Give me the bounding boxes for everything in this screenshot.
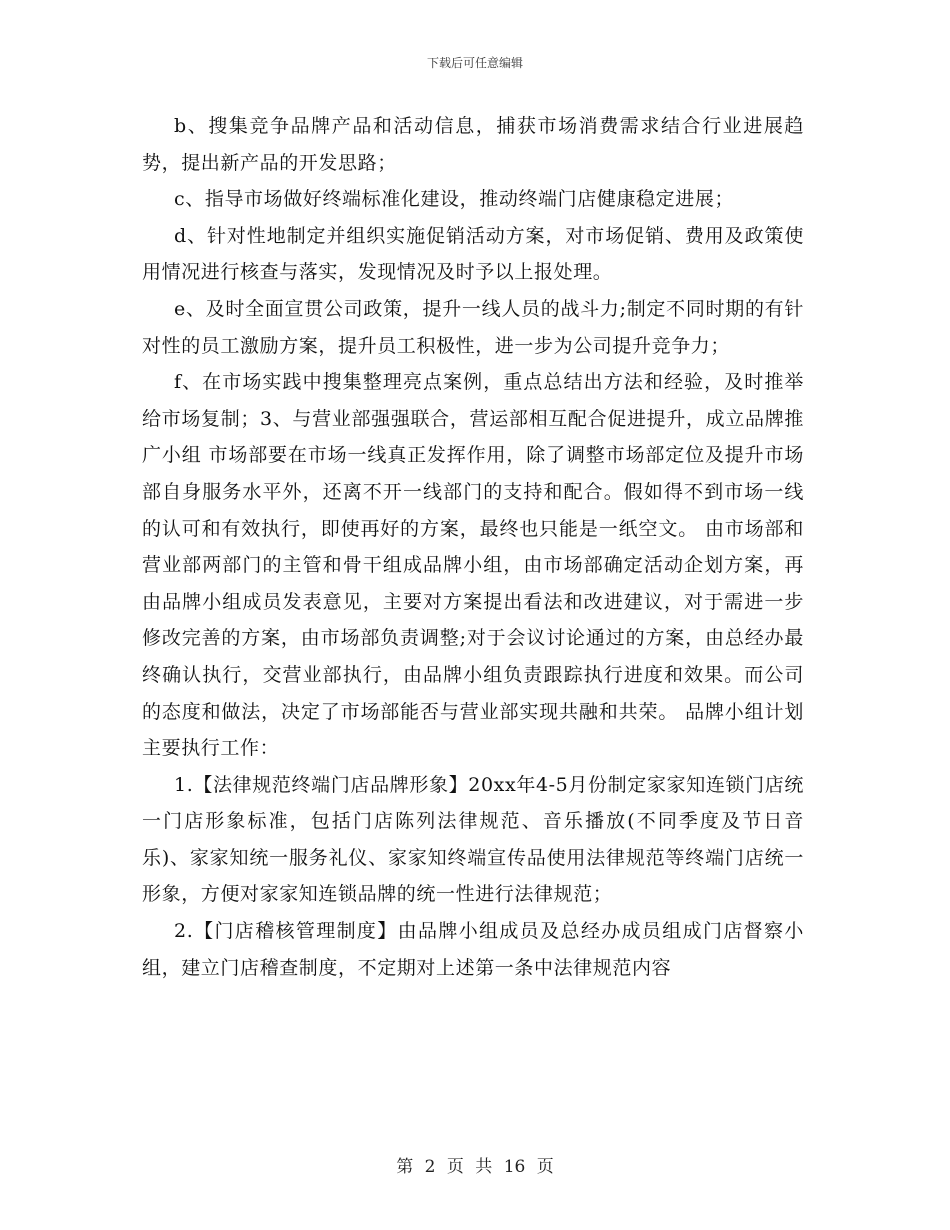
paragraph-c: c、指导市场做好终端标准化建设，推动终端门店健康稳定进展； bbox=[174, 188, 735, 211]
paragraph-f: f、在市场实践中搜集整理亮点案例，重点总结出方法和经验，及时推举给市场复制；3、与营业部强强联合，营运部相互配合促进提升，成立品牌推广小组 市场部要在市场一线真正发挥作用，除了调整市场部定位及提升市场部自身服务水平外，还离不开一线部门的支持和配合。假如得不到市场一线的认可和有效执行，即使再好的方案，最终也只能是一纸空文。 由市场部和营业部两部门的主管和骨干组成品牌小组，由市场部确定活动企划方案，再由品牌小组成员发表意见，主要对方案提出看法和改进建议，对于需进一步修改完善的方案，由市场部负责调整;对于会议讨论通过的方案，由总经办最终确认执行，交营业部执行，由品牌小组负责跟踪执行进度和效果。而公司的态度和做法，决定了市场部能否与营业部实现共融和共荣。 品牌小组计划主要执行工作： bbox=[142, 371, 804, 760]
footer-label-di: 第 bbox=[396, 1157, 414, 1177]
footer-page-current: 2 bbox=[424, 1157, 436, 1177]
page-footer bbox=[0, 1152, 950, 1177]
paragraph-item-1: 1.【法律规范终端门店品牌形象】20xx年4-5月份制定家家知连锁门店统一门店形象标准，包括门店陈列法律规范、音乐播放(不同季度及节日音乐)、家家知统一服务礼仪、家家知终端宣传品使用法律规范等终端门店统一形象，方便对家家知连锁品牌的统一性进行法律规范； bbox=[142, 773, 804, 906]
footer-label-gong: 共 bbox=[475, 1157, 493, 1177]
footer-label-ye: 页 bbox=[446, 1157, 464, 1177]
paragraph-e: e、及时全面宣贯公司政策，提升一线人员的战斗力;制定不同时期的有针对性的员工激励方案，提升员工积极性，进一步为公司提升竞争力； bbox=[142, 297, 804, 357]
paragraph-b: b、搜集竞争品牌产品和活动信息，捕获市场消费需求结合行业进展趋势，提出新产品的开发思路； bbox=[142, 115, 804, 174]
document-body bbox=[142, 108, 804, 986]
footer-page-total: 16 bbox=[503, 1157, 526, 1177]
paragraph-d: d、针对性地制定并组织实施促销活动方案，对市场促销、费用及政策使用情况进行核查与落实，发现情况及时予以上报处理。 bbox=[142, 224, 804, 284]
footer-label-ye-end: 页 bbox=[536, 1157, 554, 1177]
page-header: 下载后可任意编辑 bbox=[426, 56, 523, 70]
paragraph-item-2: 2.【门店稽核管理制度】由品牌小组成员及总经办成员组成门店督察小组，建立门店稽查制度，不定期对上述第一条中法律规范内容 bbox=[142, 920, 804, 979]
